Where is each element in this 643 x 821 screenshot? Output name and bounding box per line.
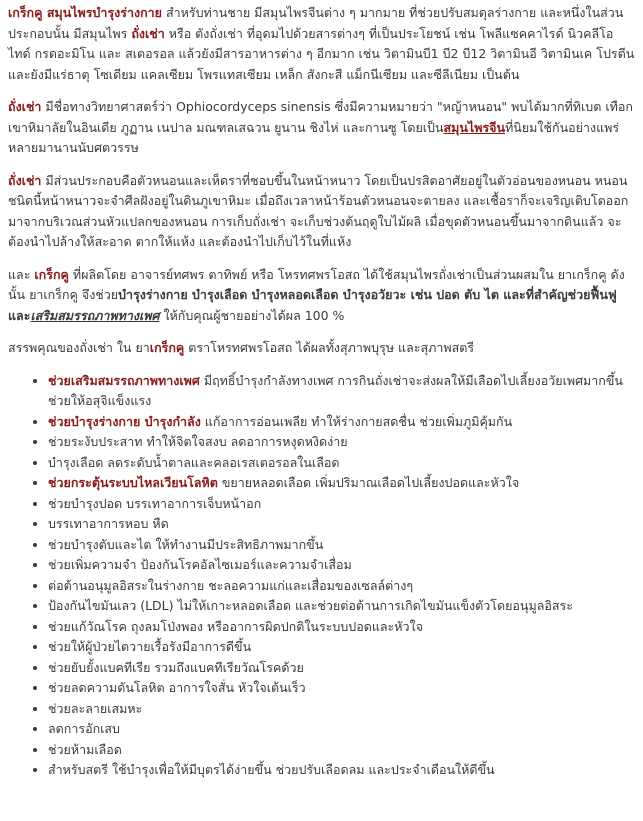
list-item: [48, 699, 635, 720]
paragraph-product: [8, 265, 635, 327]
keyword-greku: เกร็กคู: [34, 266, 69, 282]
intro-text-1: สำหรับท่านชาย มีสมุนไพรจีนต่าง ๆ มากมาย ที่ช่วยปรับสมดุลร่างกาย และหนึ่งในส่วนประกอบนั้น มีสมุนไพร: [8, 5, 624, 41]
list-item-text: ขยายหลอดเลือด เพิ่มปริมาณเลือดไปเลี้ยงปอดและหัวใจ: [217, 475, 520, 490]
list-item: [48, 555, 635, 576]
product-benefits-bold: บำรุงร่างกาย บำรุงเลือด บำรุงหลอดเลือด บำรุงอวัยวะ เช่น ปอด ตับ ไต และที่สำคัญช่วยฟื้นฟูและ: [8, 287, 617, 323]
list-item: [48, 658, 635, 679]
list-item-text: ช่วยลดความดันโลหิต อาการใจสั่น หัวใจเต้นเร็ว: [48, 680, 306, 695]
list-item-text: ช่วยให้ผู้ป่วยไตวายเรื้อรังมีอาการดีขึ้น: [48, 639, 252, 654]
list-item: [48, 371, 635, 412]
list-item: [48, 596, 635, 617]
list-item: [48, 412, 635, 433]
list-item: [48, 617, 635, 638]
list-item: [48, 453, 635, 474]
list-item-text: มีฤทธิ์บำรุงกำลังทางเพศ การกินถั่งเช่าจะส่งผลให้มีเลือดไปเลี้ยงอวัยเพศมากขึ้น ช่วยให้อสุจิแข็งแรง: [48, 372, 623, 408]
list-item: [48, 576, 635, 597]
list-item-text: ช่วยระงับประสาท ทำให้จิตใจสงบ ลดอาการหงุดหงิดง่าย: [48, 434, 348, 449]
list-item-text: ช่วยบำรุงปอด บรรเทาอาการเจ็บหน้าอก: [48, 495, 262, 511]
chinese-herb-link[interactable]: สมุนไพรจีน: [443, 119, 506, 135]
list-item: [48, 535, 635, 556]
product-text-3: ให้กับคุณผู้ชายอย่างได้ผล 100 %: [159, 307, 345, 323]
scientific-text-1: มีชื่อทางวิทยาศาสตร์ว่า Ophiocordyceps sinensis ซึ่งมีความหมายว่า "หญ้าหนอน" พบได้มากที่ทิเบต เทือกเขาหิมาลัยในอินเดีย ภูฏาน เนปาล มณฑลเสฉวน ยูนาน ชิงไห่ และกานซู โดยเป็น: [8, 99, 633, 135]
list-item: [48, 473, 635, 494]
keyword-cordyceps: ถั่งเช่า: [8, 172, 42, 188]
list-item: [48, 719, 635, 740]
list-item-text: ป้องกันไขมันเลว (LDL) ไม่ให้เกาะหลอดเลือด และช่วยต่อต้านการเกิดไขมันแข็งตัวโดยอนุมูลอิสระ: [48, 598, 573, 613]
intro-text-2: หรือ ตังถั่งเช่า ที่อุดมไปด้วยสารต่างๆ ที่เป็นประโยชน์ เช่น โพลีแซคคาไรด์ นิวคลีโอไทด์ กรดอะมิโน และ สเตอรอล แล้วยังมีสารอาหารต่าง ๆ อีกมาก เช่น วิตามินบี1 บี2 บี12 วิตามินอี วิตามินเค โปรตีน และยังมีแร่ธาตุ โซเดียม แคลเซียม โพรแทสเซียม เหล็ก สังกะสี แม็กนีเซียม และซีลีเนียม เป็นต้น: [8, 25, 635, 82]
paragraph-benefits-intro: [8, 338, 635, 359]
paragraph-intro: [8, 3, 635, 85]
list-item-highlight: ช่วยกระตุ้นระบบไหลเวียนโลหิต: [48, 475, 218, 490]
list-item-text: ช่วยห้ามเลือด: [48, 741, 122, 757]
list-item: [48, 514, 635, 535]
list-item-text: ช่วยยับยั้งแบคทีเรีย รวมถึงแบคทีเรียวัณโรคด้วย: [48, 659, 304, 675]
list-item-text: ลดการอักเสบ: [48, 721, 120, 736]
list-item-text: บำรุงเลือด ลดระดับน้ำตาลและคลอเรสเตอรอลในเลือด: [48, 454, 340, 470]
keyword-cordyceps: ถั่งเช่า: [8, 99, 42, 114]
keyword-cordyceps: ถั่งเช่า: [131, 25, 165, 41]
list-item: [48, 740, 635, 761]
list-item-text: แก้อาการอ่อนเพลีย ทำให้ร่างกายสดชื่น ช่วยเพิ่มภูมิคุ้มกัน: [200, 413, 513, 429]
benefits-intro-text-2: ตราโหรทศพรโอสถ ได้ผลทั้งสุภาพบุรุษ และสุภาพสตรี: [184, 340, 475, 355]
benefits-intro-text-1: สรรพคุณของถั่งเช่า ใน ยา: [8, 340, 150, 355]
list-item: [48, 637, 635, 658]
list-item-text: ช่วยแก้วัณโรค ถุงลมโป่งพอง หรืออาการผิดปกติในระบบปอดและหัวใจ: [48, 618, 423, 634]
scientific-text-2: ที่นิยมใช้กันอย่างแพร่หลายมานานนับศตวรรษ: [8, 119, 620, 155]
list-item-text: ช่วยเพิ่มความจำ ป้องกันโรคอัลไซเมอร์และความจำเสื่อม: [48, 557, 352, 572]
list-item-text: ช่วยละลายเสมหะ: [48, 700, 143, 716]
product-benefit-emphasis: เสริมสมรรถภาพทางเพศ: [30, 307, 160, 323]
keyword-greku-title: เกร็กคู สมุนไพรบำรุงร่างกาย: [8, 5, 163, 20]
list-item-text: ต่อต้านอนุมูลอิสระในร่างกาย ชะลอความแก่และเสื่อมของเซลล์ต่างๆ: [48, 577, 414, 593]
paragraph-scientific-name: [8, 97, 635, 159]
keyword-greku: เกร็กคู: [149, 340, 185, 355]
product-text-2: ที่ผลิตโดย อาจารย์ทศพร ตาทิพย์ หรือ โหรทศพรโอสถ ได้ใช้สมุนไพรถั่งเช่าเป็นส่วนผสมใน ยาเกร็กคู ดังนั้น ยาเกร็กคู จึงช่วย: [8, 266, 625, 302]
list-item: [48, 760, 635, 781]
list-item: [48, 678, 635, 699]
list-item-highlight: ช่วยเสริมสมรรถภาพทางเพศ: [48, 372, 200, 388]
list-item-highlight: ช่วยบำรุงร่างกาย บำรุงกำลัง: [48, 413, 201, 429]
composition-text: มีส่วนประกอบคือตัวหนอนและเห็ดราที่ชอบขึ้นในหน้าหนาว โดยเป็นปรสิตอาศัยอยู่ในตัวอ่อนของหนอน หนอนชนิดนี้หน้าหนาวจะจำศีลฝังอยู่ในดินภูเขาหิมะ เมื่อถึงเวลาหน้าร้อนตัวหนอนจะตายลง และเชื้อราก็จะเจริญเติบโตออกมาจากบริเวณส่วนหัวแปลกของหนอน การเก็บถั่งเช่า จะเก็บช่วงต้นฤดูใบไม้ผลิ เมื่อขุดตัวหนอนขึ้นมาจากดินแล้ว จะต้องนำไปล้างให้สะอาด ตากให้แห้ง และต้องนำไปเก็บไว้ในที่แห้ง: [8, 172, 629, 249]
paragraph-composition: [8, 171, 635, 253]
benefits-list: [8, 371, 635, 781]
list-item: [48, 432, 635, 453]
list-item-text: สำหรับสตรี ใช้บำรุงเพื่อให้มีบุตรได้ง่ายขึ้น ช่วยปรับเลือดลม และประจำเดือนให้ดีขึ้น: [48, 762, 495, 777]
product-text-1: และ: [8, 266, 35, 282]
list-item: [48, 494, 635, 515]
list-item-text: ช่วยบำรุงตับและไต ให้ทำงานมีประสิทธิภาพมากขึ้น: [48, 536, 324, 552]
list-item-text: บรรเทาอาการหอบ หืด: [48, 516, 169, 531]
